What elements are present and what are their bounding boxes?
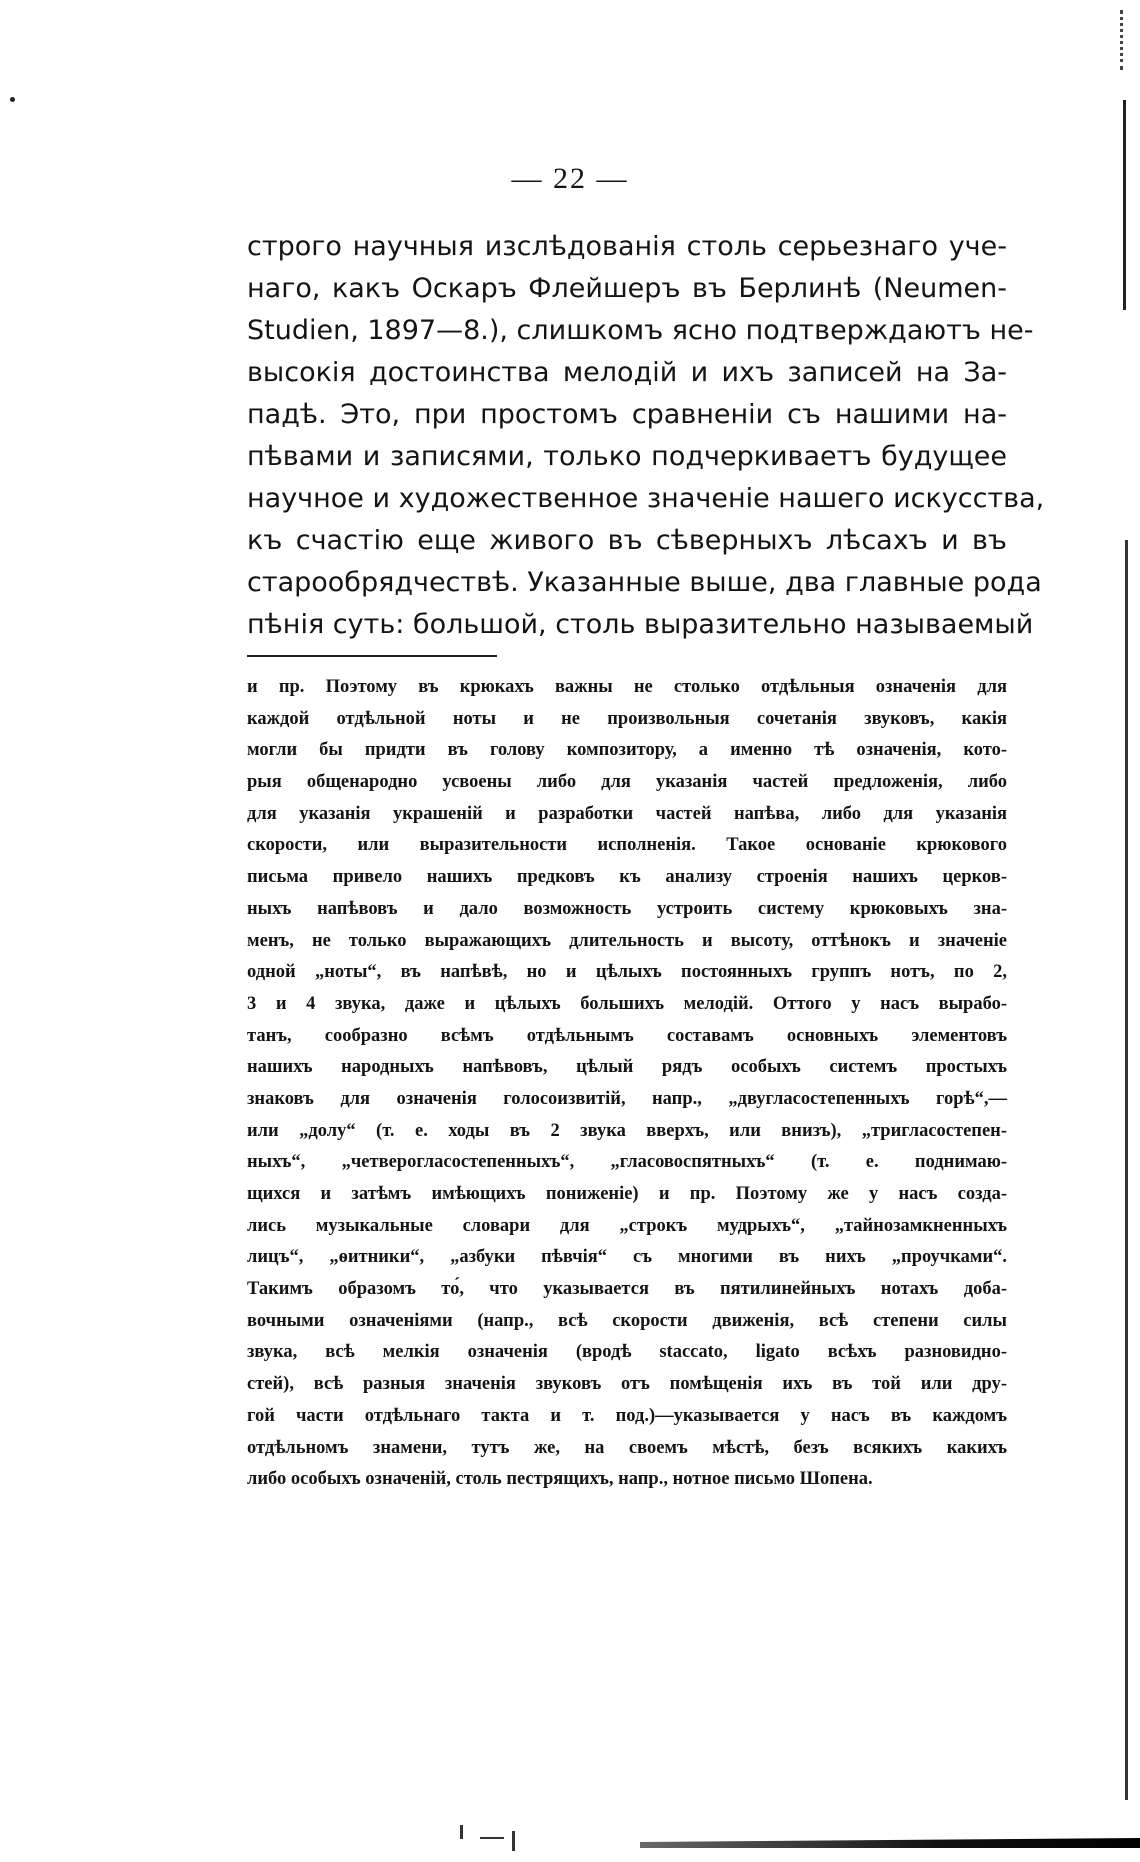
body-text-line: научное и художественное значеніе нашего искусства,: [247, 483, 1045, 514]
scan-speck: [10, 97, 15, 102]
footnote-line: щихся и затѣмъ имѣющихъ пониженіе) и пр. Поэтому же у насъ созда-: [247, 1184, 1007, 1204]
footnote-line: ныхъ“, „четверогласостепенныхъ“, „гласовоспятныхъ“ (т. е. поднимаю-: [247, 1152, 1007, 1173]
scan-artifact-marks: [450, 1825, 530, 1855]
footnote-line: менъ, не только выражающихъ длительность и высоту, оттѣнокъ и значеніе: [247, 930, 1007, 951]
scan-edge-line: [1125, 540, 1128, 1800]
body-text-line: пѣвами и записями, только подчеркиваетъ будущее: [247, 441, 1007, 472]
footnote-line: могли бы придти въ голову композитору, а именно тѣ означенія, кото-: [247, 740, 1007, 761]
body-text-line: старообрядчествѣ. Указанные выше, два главные рода: [247, 567, 1042, 598]
footnote-line: и пр. Поэтому въ крюкахъ важны не столько отдѣльныя означенія для: [247, 677, 1007, 697]
body-text-line: падѣ. Это, при простомъ сравненіи съ нашими на-: [247, 399, 1007, 430]
footnote-line: скорости, или выразительности исполненія. Такое основаніе крюкового: [247, 835, 1007, 856]
footnote-line: вочными означеніями (напр., всѣ скорости движенія, всѣ степени силы: [247, 1310, 1007, 1331]
footnote-line: Такимъ образомъ то́, что указывается въ пятилинейныхъ нотахъ доба-: [247, 1279, 1007, 1300]
scan-edge-line-top: [1123, 100, 1126, 310]
footnote-divider: [247, 655, 497, 657]
body-text-line: пѣнія суть: большой, столь выразительно называемый: [247, 609, 1034, 640]
body-text: [247, 226, 1045, 646]
footnote-line: гой части отдѣльнаго такта и т. под.)—указывается у насъ въ каждомъ: [247, 1405, 1007, 1426]
footnote-line: танъ, сообразно всѣмъ отдѣльнымъ составамъ основныхъ элементовъ: [247, 1025, 1007, 1046]
footnote-line: рыя общенародно усвоены либо для указанія частей предложенія, либо: [247, 772, 1007, 793]
footnote-line: для указанія украшеній и разработки частей напѣва, либо для указанія: [247, 803, 1007, 824]
body-text-line: строго научныя изслѣдованія столь серьезнаго уче-: [247, 231, 1007, 262]
footnote-line: отдѣльномъ знамени, тутъ же, на своемъ мѣстѣ, безъ всякихъ какихъ: [247, 1437, 1007, 1458]
footnote-line: письма привело нашихъ предковъ къ анализу строенія нашихъ церков-: [247, 867, 1007, 888]
footnote-line: каждой отдѣльной ноты и не произвольныя сочетанія звуковъ, какія: [247, 708, 1007, 729]
body-text-line: Studien, 1897—8.), слишкомъ ясно подтверждаютъ не-: [247, 315, 1034, 346]
page-number: — 22 —: [511, 162, 629, 195]
body-text-line: наго, какъ Оскаръ Флейшеръ въ Берлинѣ (Neumen-: [247, 273, 1007, 304]
scan-edge-dots: [1120, 10, 1126, 70]
body-text-line: къ счастію еще живого въ сѣверныхъ лѣсахъ и въ: [247, 525, 1007, 556]
footnote-line: или „долу“ (т. е. ходы въ 2 звука вверхъ, или внизъ), „тригласостепен-: [247, 1120, 1007, 1141]
footnote-line: знаковъ для означенія голосоизвитій, напр., „двугласостепенныхъ горѣ“,—: [247, 1088, 1007, 1109]
footnote-text: [247, 672, 1007, 1496]
footnote-line: лись музыкальные словари для „строкъ мудрыхъ“, „тайнозамкненныхъ: [247, 1215, 1007, 1236]
footnote-line: 3 и 4 звука, даже и цѣлыхъ большихъ мелодій. Оттого у насъ вырабо-: [247, 993, 1007, 1014]
footnote-line: одной „ноты“, въ напѣвѣ, но и цѣлыхъ постоянныхъ группъ нотъ, по 2,: [247, 962, 1007, 983]
footnote-line: нашихъ народныхъ напѣвовъ, цѣлый рядъ особыхъ системъ простыхъ: [247, 1057, 1007, 1078]
body-text-line: высокія достоинства мелодій и ихъ записей на За-: [247, 357, 1007, 388]
footnote-line: либо особыхъ означеній, столь пестрящихъ, напр., нотное письмо Шопена.: [247, 1469, 873, 1490]
footnote-line: звука, всѣ мелкія означенія (вродѣ staccato, ligato всѣхъ разновидно-: [247, 1342, 1007, 1363]
footnote-line: лицъ“, „ѳитники“, „азбуки пѣвчія“ съ многими въ нихъ „проучками“.: [247, 1247, 1007, 1268]
footnote-line: ныхъ напѣвовъ и дало возможность устроить систему крюковыхъ зна-: [247, 898, 1007, 919]
scan-artifact-bar: [640, 1838, 1140, 1848]
footnote-line: стей), всѣ разныя значенія звуковъ отъ помѣщенія ихъ въ той или дру-: [247, 1374, 1007, 1395]
